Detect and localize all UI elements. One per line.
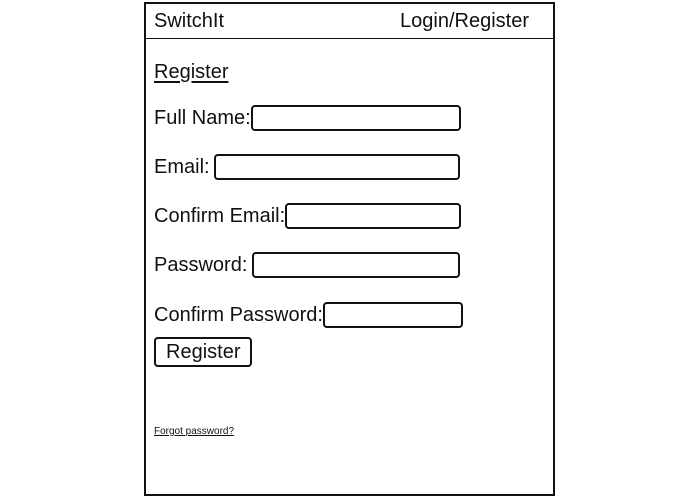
mockup-frame xyxy=(144,2,555,496)
password-label: Password: xyxy=(154,254,248,276)
email-input[interactable] xyxy=(214,154,460,180)
app-title: SwitchIt xyxy=(154,10,225,32)
email-label: Email: xyxy=(154,156,210,178)
confirm-email-row xyxy=(154,203,461,229)
confirm-password-row xyxy=(154,302,463,328)
password-row xyxy=(154,252,460,278)
confirm-password-input[interactable] xyxy=(323,302,463,328)
full-name-input[interactable] xyxy=(251,105,461,131)
confirm-email-input[interactable] xyxy=(285,203,461,229)
email-row xyxy=(154,154,460,180)
full-name-row xyxy=(154,105,461,131)
forgot-password-link[interactable]: Forgot password? xyxy=(154,426,235,437)
register-heading: Register xyxy=(154,61,229,83)
confirm-password-label: Confirm Password: xyxy=(154,304,323,326)
password-input[interactable] xyxy=(252,252,460,278)
header-bar xyxy=(146,4,553,39)
register-button[interactable]: Register xyxy=(154,337,252,367)
full-name-label: Full Name: xyxy=(154,107,251,129)
login-register-link[interactable]: Login/Register xyxy=(400,10,529,32)
confirm-email-label: Confirm Email: xyxy=(154,205,286,227)
